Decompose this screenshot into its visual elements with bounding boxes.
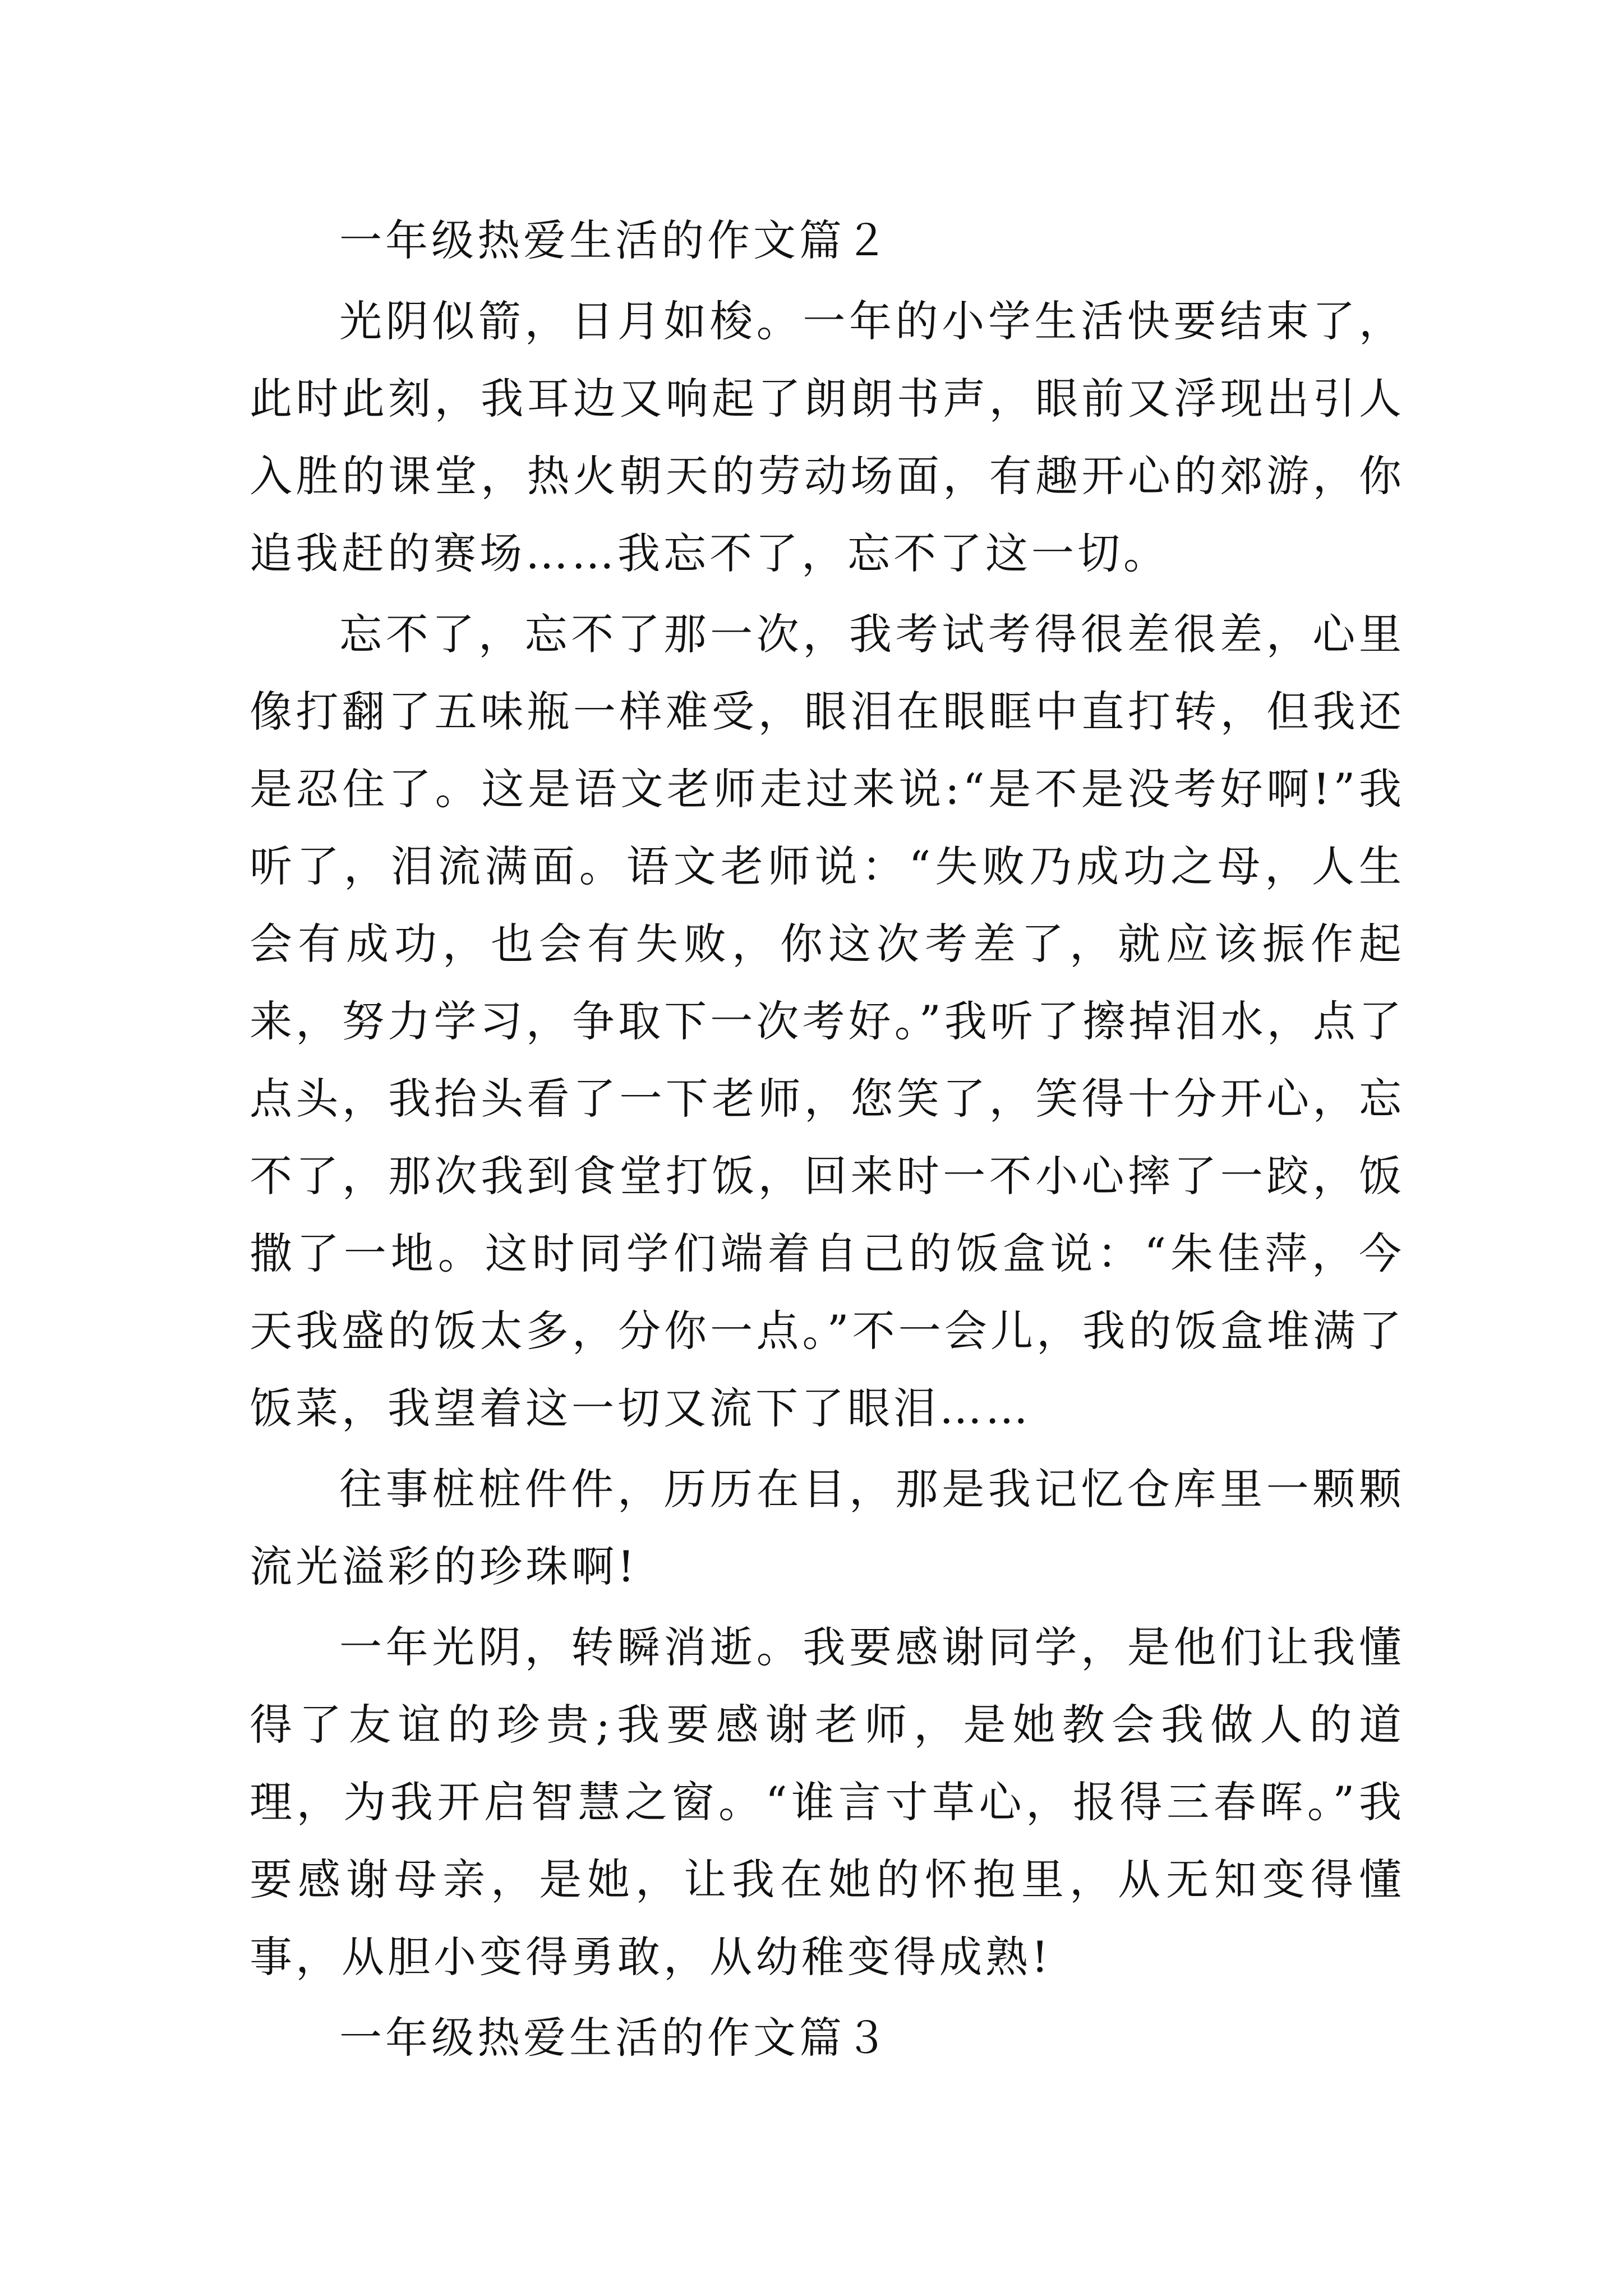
paragraph-3: 往事桩桩件件，历历在目，那是我记忆仓库里一颗颗流光溢彩的珍珠啊! <box>250 1464 1405 1591</box>
paragraph-4: 一年光阴，转瞬消逝。我要感谢同学，是他们让我懂得了友谊的珍贵;我要感谢老师，是她教会我做人的道理，为我开启智慧之窗。“谁言寸草心，报得三春晖。”我要感谢母亲，是她，让我在她的怀抱里，从无知变得懂事，从胆小变得勇敢，从幼稚变得成熟! <box>250 1622 1405 1982</box>
essay-heading-2: 一年级热爱生活的作文篇２ <box>339 215 891 265</box>
paragraph-1: 光阴似箭，日月如梭。一年的小学生活快要结束了，此时此刻，我耳边又响起了朗朗书声，眼前又浮现出引人入胜的课堂，热火朝天的劳动场面，有趣开心的郊游，你追我赶的赛场……我忘不了，忘不了这一切。 <box>250 296 1405 578</box>
paragraph-2: 忘不了，忘不了那一次，我考试考得很差很差，心里像打翻了五味瓶一样难受，眼泪在眼眶中直打转，但我还是忍住了。这是语文老师走过来说:“是不是没考好啊!”我听了，泪流满面。语文老师说：“失败乃成功之母，人生会有成功，也会有失败，你这次考差了，就应该振作起来，努力学习，争取下一次考好。”我听了擦掉泪水，点了点头，我抬头看了一下老师，您笑了，笑得十分开心，忘不了，那次我到食堂打饭，回来时一不小心摔了一跤，饭撒了一地。这时同学们端着自己的饭盒说：“朱佳萍，今天我盛的饭太多，分你一点。”不一会儿，我的饭盒堆满了饭菜，我望着这一切又流下了眼泪…… <box>250 609 1405 1433</box>
essay-heading-3: 一年级热爱生活的作文篇３ <box>339 2013 891 2063</box>
document-body <box>250 202 1405 2077</box>
